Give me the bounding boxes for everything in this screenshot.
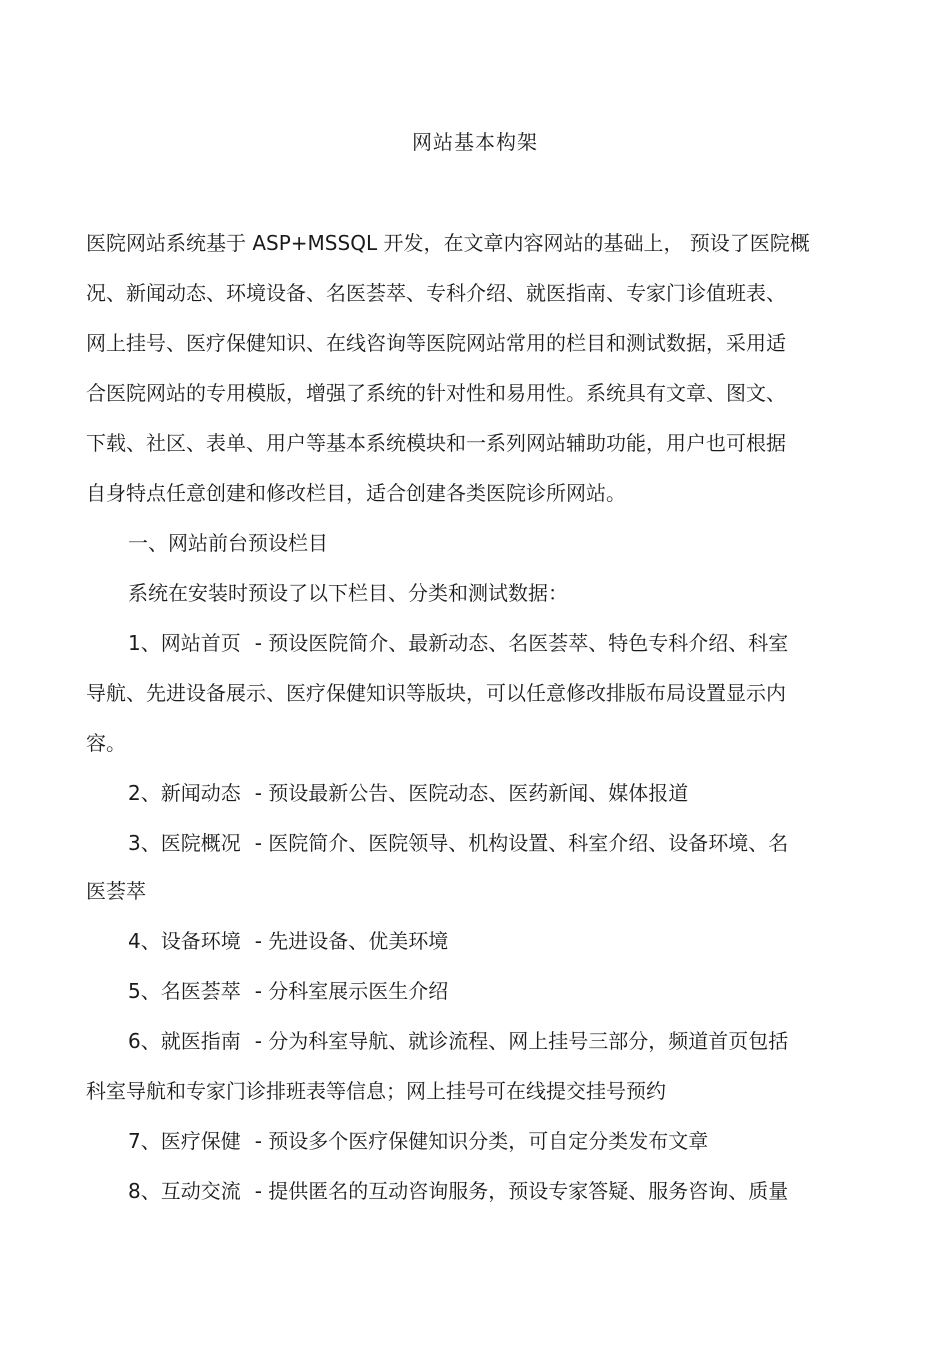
item-label: 8、互动交流 (128, 1179, 241, 1203)
item-text: - 提供匿名的互动咨询服务，预设专家答疑、服务咨询、质量 (254, 1179, 789, 1203)
item-text: - 分科室展示医生介绍 (254, 979, 449, 1003)
list-item (128, 1027, 788, 1055)
item-text: - 分为科室导航、就诊流程、网上挂号三部分，频道首页包括 (254, 1029, 789, 1053)
item-label: 5、名医荟萃 (128, 979, 241, 1003)
item-text: - 先进设备、优美环境 (254, 929, 449, 953)
item-text: - 预设多个医疗保健知识分类，可自定分类发布文章 (254, 1129, 709, 1153)
intro-line-5: 下载、社区、表单、用户等基本系统模块和一系列网站辅助功能，用户也可根据 (86, 431, 786, 455)
list-item (128, 1177, 788, 1205)
item-label: 1、网站首页 (128, 631, 241, 655)
intro-line-6: 自身特点任意创建和修改栏目，适合创建各类医院诊所网站。 (86, 481, 626, 505)
item-label: 2、新闻动态 (128, 781, 241, 805)
item-continuation: 容。 (86, 731, 126, 755)
intro-line-1: 医院网站系统基于 ASP+MSSQL 开发，在文章内容网站的基础上， 预设了医院概 (86, 231, 810, 255)
item-label: 4、设备环境 (128, 929, 241, 953)
item-continuation: 导航、先进设备展示、医疗保健知识等版块，可以任意修改排版布局设置显示内 (86, 681, 786, 705)
item-continuation: 科室导航和专家门诊排班表等信息；网上挂号可在线提交挂号预约 (86, 1079, 666, 1103)
item-text: - 预设最新公告、医院动态、医药新闻、媒体报道 (254, 781, 689, 805)
intro-line-4: 合医院网站的专用模版，增强了系统的针对性和易用性。系统具有文章、图文、 (86, 381, 786, 405)
item-text: - 医院简介、医院领导、机构设置、科室介绍、设备环境、名 (254, 831, 789, 855)
item-label: 7、医疗保健 (128, 1129, 241, 1153)
list-item (128, 779, 688, 807)
list-item (128, 629, 788, 657)
intro-line-3: 网上挂号、医疗保健知识、在线咨询等医院网站常用的栏目和测试数据，采用适 (86, 331, 786, 355)
list-item (128, 927, 448, 955)
item-label: 6、就医指南 (128, 1029, 241, 1053)
intro-line-2: 况、新闻动态、环境设备、名医荟萃、专科介绍、就医指南、专家门诊值班表、 (86, 281, 786, 305)
list-item (128, 829, 788, 857)
section-intro: 系统在安装时预设了以下栏目、分类和测试数据： (128, 581, 568, 605)
page-title: 网站基本构架 (412, 130, 538, 154)
item-text: - 预设医院简介、最新动态、名医荟萃、特色专科介绍、科室 (254, 631, 789, 655)
list-item (128, 977, 448, 1005)
section-heading: 一、网站前台预设栏目 (128, 531, 328, 555)
item-label: 3、医院概况 (128, 831, 241, 855)
item-continuation: 医荟萃 (86, 879, 146, 903)
list-item (128, 1127, 708, 1155)
